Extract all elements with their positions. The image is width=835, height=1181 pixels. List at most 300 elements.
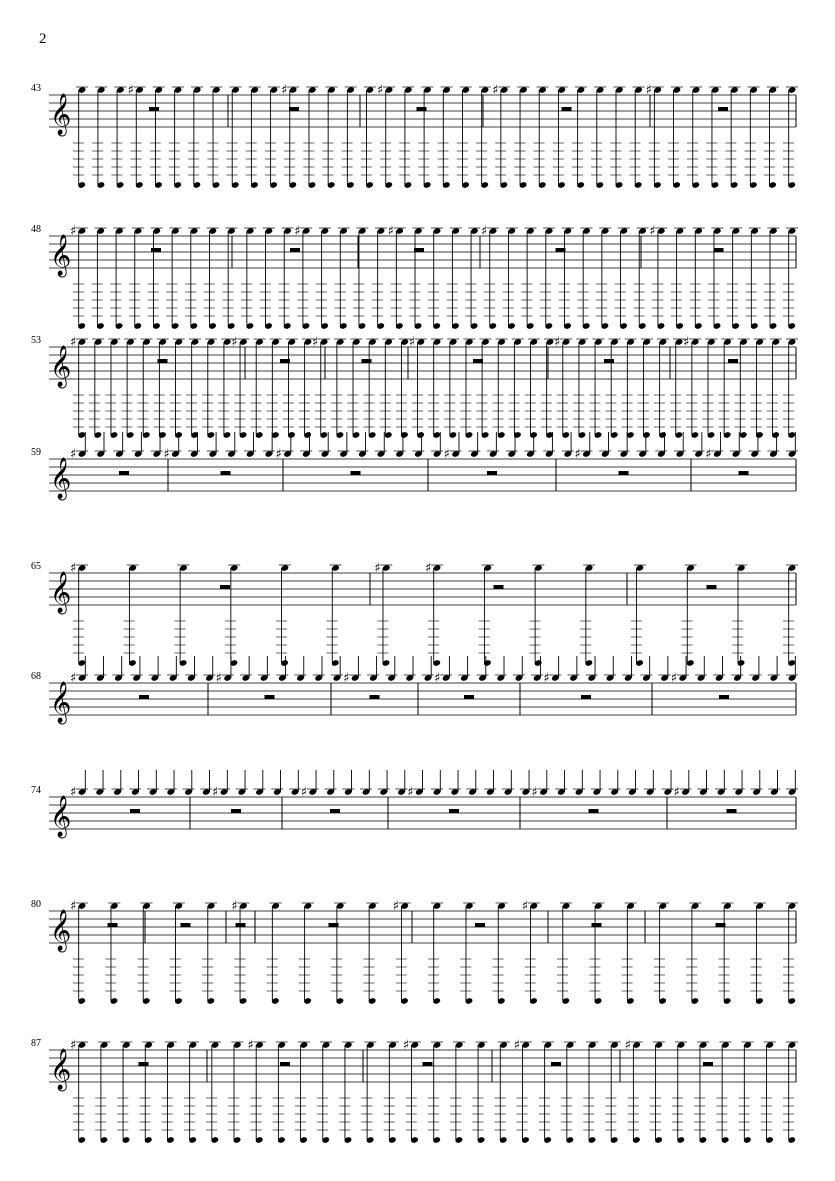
note (694, 1041, 709, 1144)
note (467, 770, 479, 796)
note (289, 770, 301, 796)
note (522, 899, 540, 1005)
treble-clef-icon: 𝄞 (50, 235, 72, 276)
note (112, 656, 124, 682)
note (695, 656, 707, 682)
sharp-icon: ♯ (392, 899, 400, 914)
note (342, 86, 357, 189)
note (589, 338, 604, 439)
note (148, 227, 163, 330)
rest-icon (494, 585, 504, 589)
note (95, 1041, 110, 1144)
note (690, 227, 705, 330)
note (363, 902, 378, 1005)
note (92, 227, 107, 330)
note (640, 656, 652, 682)
rest-icon (220, 585, 230, 589)
note (718, 902, 733, 1005)
note (202, 902, 217, 1005)
note (149, 656, 161, 682)
note (92, 86, 107, 189)
note (725, 86, 740, 189)
sharp-icon: ♯ (70, 335, 77, 350)
treble-clef-icon: 𝄞 (50, 1049, 72, 1090)
note (561, 1041, 576, 1144)
note (70, 899, 88, 1005)
rest-icon (473, 359, 483, 363)
sharp-icon: ♯ (212, 785, 219, 800)
note (227, 86, 242, 189)
note (169, 86, 184, 189)
note (170, 902, 185, 1005)
note (573, 338, 588, 439)
sharp-icon: ♯ (231, 335, 238, 350)
note (629, 86, 644, 189)
note (615, 227, 630, 330)
note (399, 86, 414, 189)
rest-icon (475, 923, 485, 927)
note (312, 335, 330, 439)
note (525, 338, 540, 439)
note (409, 335, 427, 439)
note (384, 1041, 399, 1144)
note (374, 561, 392, 667)
note (559, 227, 574, 330)
note (295, 1041, 310, 1144)
note (128, 83, 146, 189)
note (727, 227, 742, 330)
note (458, 656, 470, 682)
rest-icon (181, 923, 191, 927)
note (150, 86, 165, 189)
note (185, 656, 197, 682)
note (450, 1041, 465, 1144)
note (622, 338, 637, 439)
treble-clef-icon: 𝄞 (50, 94, 72, 135)
rest-icon (280, 1062, 290, 1066)
note (162, 1041, 177, 1144)
rest-icon (290, 248, 300, 252)
note (231, 335, 249, 439)
note (739, 1041, 754, 1144)
note (322, 86, 337, 189)
note (70, 1038, 88, 1144)
rest-icon (149, 107, 159, 111)
note (385, 656, 397, 682)
note (313, 656, 325, 682)
rest-icon (581, 695, 591, 699)
note (353, 227, 368, 330)
treble-clef-icon: 𝄞 (50, 346, 72, 387)
sharp-icon: ♯ (275, 447, 282, 462)
note (557, 902, 572, 1005)
note (591, 86, 606, 189)
note (731, 656, 743, 682)
sharp-icon: ♯ (521, 899, 529, 914)
note (514, 86, 529, 189)
sharp-icon: ♯ (407, 785, 414, 800)
note (555, 770, 567, 796)
rest-icon (728, 359, 738, 363)
note (236, 770, 248, 796)
rest-icon (280, 359, 290, 363)
sharp-icon: ♯ (574, 447, 581, 462)
sharp-icon: ♯ (649, 224, 656, 239)
rest-icon (556, 248, 566, 252)
note (418, 86, 433, 189)
note (539, 1041, 554, 1144)
rest-icon (551, 1062, 561, 1066)
note (764, 227, 779, 330)
note (444, 338, 459, 439)
note (573, 770, 585, 796)
rest-icon (151, 248, 161, 252)
note (610, 86, 625, 189)
note (124, 564, 139, 667)
rest-icon (221, 471, 231, 475)
note (716, 1041, 731, 1144)
note (138, 338, 153, 439)
sharp-icon: ♯ (377, 83, 384, 98)
note (121, 338, 136, 439)
note (768, 770, 780, 796)
note (638, 338, 653, 439)
note (165, 770, 177, 796)
sharp-icon: ♯ (70, 224, 77, 239)
sharp-icon: ♯ (70, 671, 77, 686)
note (768, 656, 780, 682)
note (531, 656, 543, 682)
rest-icon (604, 359, 614, 363)
note (372, 227, 387, 330)
note (659, 656, 671, 682)
note (425, 561, 443, 667)
note (457, 86, 472, 189)
staff-system (31, 224, 798, 330)
note (216, 656, 234, 686)
note (606, 338, 621, 439)
note (622, 656, 634, 682)
rest-icon (619, 471, 629, 475)
sharp-icon: ♯ (70, 447, 77, 462)
sharp-icon: ♯ (492, 83, 499, 98)
note (477, 656, 489, 682)
note (325, 770, 337, 796)
note (745, 86, 760, 189)
note (495, 1041, 510, 1144)
note (378, 770, 390, 796)
note (625, 1038, 643, 1144)
rest-icon (289, 107, 299, 111)
sharp-icon: ♯ (513, 1038, 521, 1053)
note (644, 770, 656, 796)
note (751, 770, 763, 796)
note (301, 770, 319, 800)
note (554, 335, 572, 439)
note (251, 338, 266, 439)
note (431, 770, 443, 796)
treble-clef-icon: 𝄞 (50, 682, 72, 723)
note (583, 1041, 598, 1144)
note (267, 902, 282, 1005)
note (163, 432, 181, 462)
staff-system (31, 335, 798, 439)
note (183, 770, 195, 796)
note (140, 1041, 155, 1144)
note (184, 1041, 199, 1144)
note (751, 902, 766, 1005)
staff-system (31, 1038, 798, 1144)
note (572, 86, 587, 189)
note (503, 227, 518, 330)
staff-system (31, 899, 798, 1005)
rest-icon (727, 809, 737, 813)
note (646, 83, 664, 189)
note (481, 224, 499, 330)
note (733, 770, 745, 796)
note (492, 83, 510, 189)
note (112, 770, 124, 796)
note (767, 338, 782, 439)
note (240, 656, 252, 682)
note (702, 338, 717, 439)
note (687, 86, 702, 189)
note (342, 770, 354, 796)
note (265, 86, 280, 189)
note (715, 770, 727, 796)
rest-icon (703, 1062, 713, 1066)
measure-number: 80 (31, 899, 41, 910)
note (654, 338, 669, 439)
note (495, 656, 507, 682)
note (654, 902, 669, 1005)
note (317, 1041, 332, 1144)
staff-system (31, 432, 798, 500)
note (166, 227, 181, 330)
note (577, 227, 592, 330)
sharp-icon: ♯ (70, 1038, 77, 1053)
note (335, 227, 350, 330)
note (299, 338, 314, 439)
sharp-icon: ♯ (402, 1038, 410, 1053)
treble-clef-icon: 𝄞 (50, 572, 72, 613)
note (185, 227, 200, 330)
note (713, 656, 725, 682)
note (604, 656, 616, 682)
note (746, 227, 761, 330)
treble-clef-icon: 𝄞 (50, 796, 72, 837)
note (131, 656, 143, 682)
note (94, 656, 106, 682)
note (513, 656, 525, 682)
note (484, 770, 496, 796)
note (267, 338, 282, 439)
note (204, 227, 219, 330)
note (248, 1038, 266, 1144)
note (303, 86, 318, 189)
treble-clef-icon: 𝄞 (50, 910, 72, 951)
note (606, 1041, 621, 1144)
note (228, 1041, 243, 1144)
sharp-icon: ♯ (312, 335, 319, 350)
note (591, 770, 603, 796)
rest-icon (487, 471, 497, 475)
sharp-icon: ♯ (645, 83, 652, 98)
rest-icon (464, 695, 474, 699)
note (367, 656, 379, 682)
note (409, 227, 424, 330)
note (360, 770, 372, 796)
staff-system (31, 561, 798, 667)
note (388, 224, 406, 330)
rest-icon (139, 1062, 149, 1066)
note (174, 564, 189, 667)
note (276, 432, 294, 462)
rest-icon (707, 585, 717, 589)
rest-icon (119, 471, 129, 475)
measure-number: 68 (31, 671, 41, 682)
note (105, 902, 120, 1005)
note (735, 338, 750, 439)
note (476, 338, 491, 439)
rest-icon (139, 695, 149, 699)
sharp-icon: ♯ (531, 785, 538, 800)
note (273, 1041, 288, 1144)
rest-icon (265, 695, 275, 699)
measure-number: 59 (31, 447, 41, 458)
rest-icon (714, 248, 724, 252)
note (347, 338, 362, 439)
note (596, 227, 611, 330)
note (254, 770, 266, 796)
sharp-icon: ♯ (624, 1038, 631, 1053)
note (428, 338, 443, 439)
measure-number: 43 (31, 83, 41, 94)
sharp-icon: ♯ (408, 335, 416, 350)
note (260, 227, 275, 330)
rest-icon (592, 923, 602, 927)
note (509, 338, 524, 439)
note (110, 227, 125, 330)
sharp-icon: ♯ (425, 561, 432, 576)
note (671, 227, 686, 330)
note (465, 227, 480, 330)
note (493, 902, 508, 1005)
note (167, 656, 179, 682)
sharp-icon: ♯ (670, 671, 678, 686)
note (422, 656, 434, 682)
note (327, 564, 342, 667)
note (206, 1041, 221, 1144)
note (70, 335, 88, 439)
note (786, 656, 798, 682)
rest-icon (351, 471, 361, 475)
note (668, 86, 683, 189)
note (534, 86, 549, 189)
note (609, 770, 621, 796)
note (529, 564, 544, 667)
measure-number: 87 (31, 1038, 41, 1049)
note (428, 902, 443, 1005)
note (447, 227, 462, 330)
note (631, 564, 646, 667)
note (258, 656, 270, 682)
sharp-icon: ♯ (70, 899, 77, 914)
note (154, 338, 169, 439)
note (276, 656, 288, 682)
note (750, 656, 762, 682)
note (706, 86, 721, 189)
note (674, 770, 692, 800)
note (449, 770, 461, 796)
note (361, 86, 376, 189)
rest-icon (719, 695, 729, 699)
sharp-icon: ♯ (434, 671, 441, 686)
rest-icon (414, 248, 424, 252)
note (671, 656, 689, 686)
rest-icon (562, 107, 572, 111)
rest-icon (231, 809, 241, 813)
sharp-icon: ♯ (294, 224, 301, 239)
note (200, 770, 212, 796)
note (407, 770, 425, 800)
treble-clef-icon: 𝄞 (50, 458, 72, 499)
rest-icon (158, 359, 168, 363)
note (502, 770, 514, 796)
sharp-icon: ♯ (673, 785, 680, 800)
note (786, 770, 798, 796)
note (207, 86, 222, 189)
rest-icon (718, 107, 728, 111)
note (132, 432, 144, 458)
note (294, 656, 306, 682)
sharp-icon: ♯ (300, 785, 308, 800)
note (686, 902, 701, 1005)
note (246, 86, 261, 189)
note (117, 1041, 132, 1144)
note (460, 338, 475, 439)
staff-system (31, 770, 798, 838)
note (281, 83, 299, 189)
note (568, 656, 580, 682)
note (377, 83, 395, 189)
note (626, 770, 638, 796)
sharp-icon: ♯ (481, 224, 488, 239)
note (363, 338, 378, 439)
note (553, 86, 568, 189)
note (683, 335, 701, 439)
note (361, 1041, 376, 1144)
sharp-icon: ♯ (163, 447, 170, 462)
note (479, 564, 494, 667)
note (89, 338, 104, 439)
note (231, 899, 249, 1005)
note (761, 1041, 776, 1144)
rest-icon (362, 359, 372, 363)
sharp-icon: ♯ (683, 335, 690, 350)
rest-icon (716, 923, 726, 927)
sharp-icon: ♯ (215, 671, 222, 686)
note (147, 770, 159, 796)
sharp-icon: ♯ (231, 899, 238, 914)
note (697, 770, 709, 796)
sharp-icon: ♯ (374, 561, 381, 576)
note (543, 656, 561, 686)
sharp-icon: ♯ (343, 671, 350, 686)
sharp-icon: ♯ (443, 447, 450, 462)
note (271, 770, 283, 796)
sharp-icon: ♯ (70, 561, 77, 576)
